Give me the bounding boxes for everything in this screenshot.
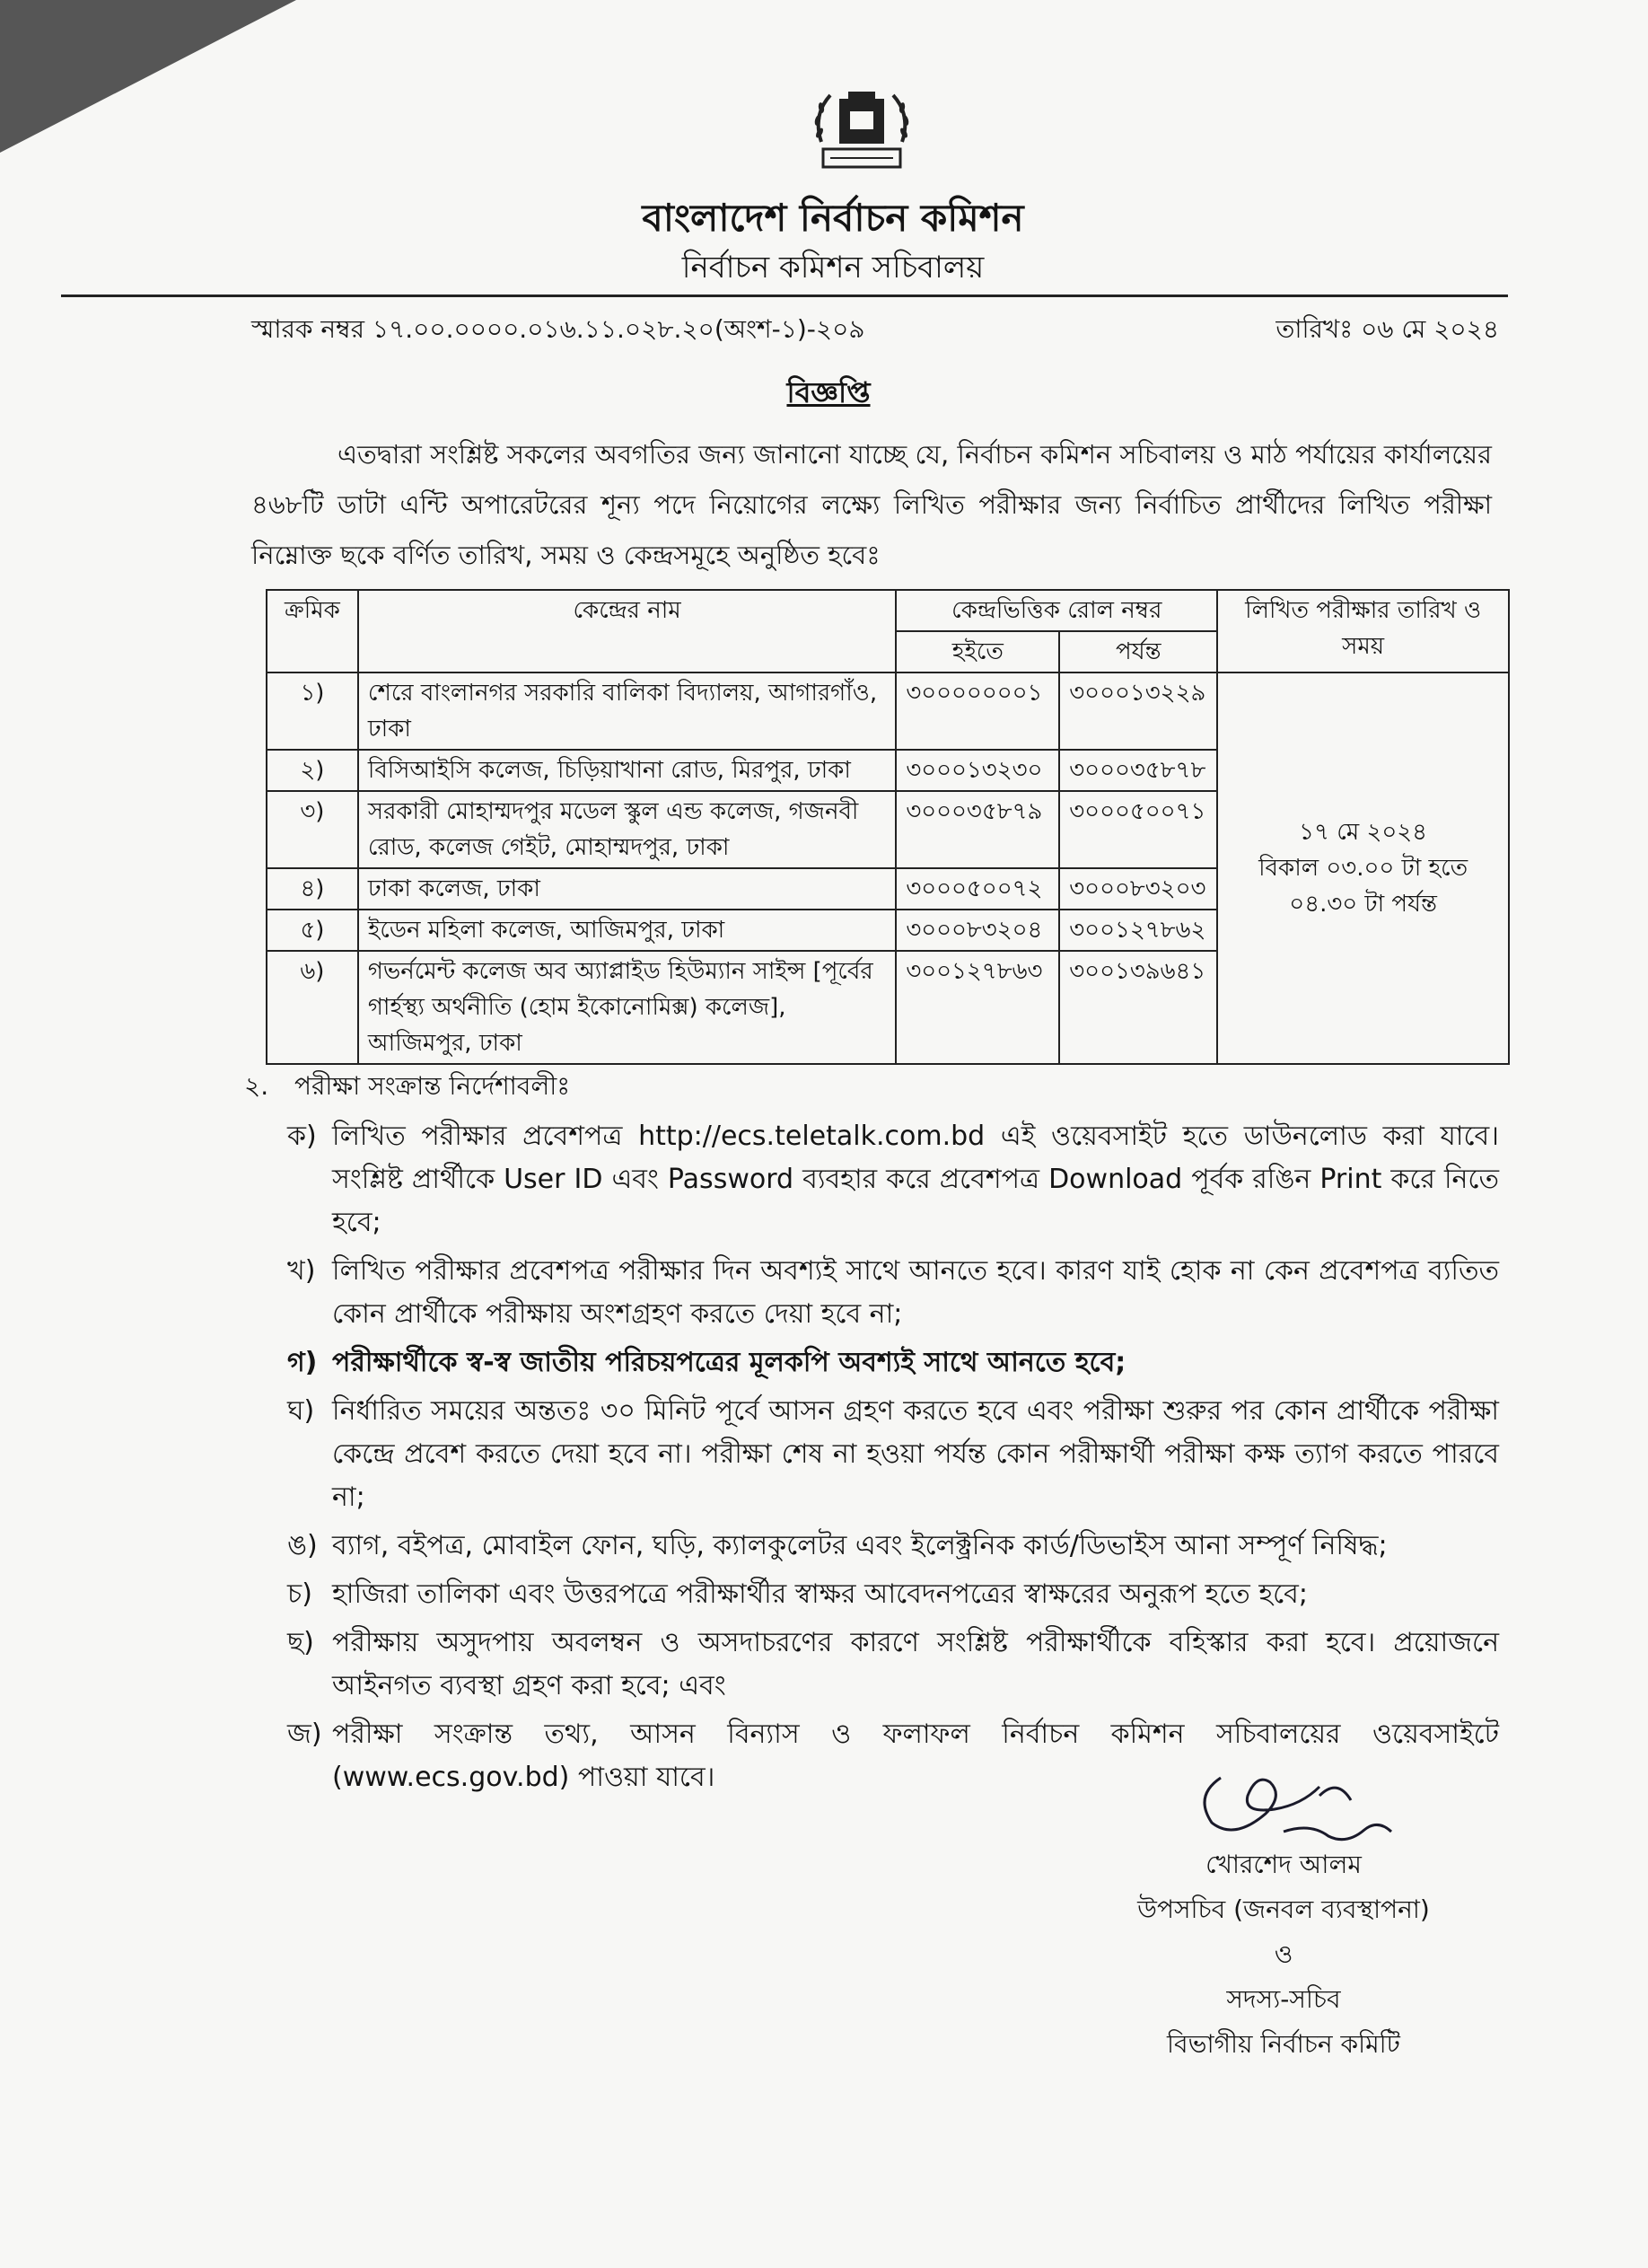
signatory-conjunction: ও (1274, 1939, 1293, 1969)
list-item (287, 1341, 1499, 1385)
item-mark: খ) (287, 1255, 316, 1287)
list-item (287, 1115, 1499, 1244)
header-serial: ক্রমিক (267, 590, 358, 672)
signatory-role: সদস্য-সচিব (1226, 1984, 1341, 2014)
exam-center-table (266, 589, 1510, 1065)
item-text: লিখিত পরীক্ষার প্রবেশপত্র http://ecs.teletalk.com.bd এই ওয়েবসাইট হতে ডাউনলোড করা যাবে। সংশ্লিষ্ট প্রার্থীকে User ID এবং Password ব্যবহার করে প্রবেশপত্র Download পূর্বক রঙিন Print করে নিতে হবে; (332, 1121, 1499, 1238)
signatory-committee: বিভাগীয় নির্বাচন কমিটি (1167, 2029, 1400, 2059)
row-serial: ৪) (267, 868, 358, 910)
signatory-block (1095, 1842, 1472, 2067)
exam-date: ১৭ মে ২০২৪ (1299, 819, 1428, 846)
row-center: সরকারী মোহাম্মদপুর মডেল স্কুল এন্ড কলেজ, গজনবী রোড, কলেজ গেইট, মোহাম্মদপুর, ঢাকা (358, 791, 896, 868)
row-roll-from: ৩০০০৩৫৮৭৯ (896, 791, 1059, 868)
row-roll-to: ৩০০১২৭৮৬২ (1059, 910, 1217, 951)
row-roll-from: ৩০০০১৩২৩০ (896, 750, 1059, 791)
row-serial: ৫) (267, 910, 358, 951)
row-serial: ৩) (267, 791, 358, 868)
item-text: পরীক্ষার্থীকে স্ব-স্ব জাতীয় পরিচয়পত্রের মূলকপি অবশ্যই সাথে আনতে হবে; (332, 1347, 1126, 1378)
section-number: ২. (244, 1071, 269, 1101)
election-commission-emblem (794, 79, 929, 196)
item-text: লিখিত পরীক্ষার প্রবেশপত্র পরীক্ষার দিন অবশ্যই সাথে আনতে হবে। কারণ যাই হোক না কেন প্রবেশপত্র ব্যতিত কোন প্রার্থীকে পরীক্ষায় অংশগ্রহণ করতে দেয়া হবে না; (332, 1255, 1499, 1330)
exam-datetime (1217, 672, 1509, 1064)
row-roll-from: ৩০০০৮৩২০৪ (896, 910, 1059, 951)
notice-title: বিজ্ঞপ্তি (786, 375, 871, 409)
item-text: পরীক্ষা সংক্রান্ত তথ্য, আসন বিন্যাস ও ফলাফল নির্বাচন কমিশন সচিবালয়ের ওয়েবসাইটে (www.ecs.gov.bd) পাওয়া যাবে। (332, 1719, 1499, 1793)
header-roll: কেন্দ্রভিত্তিক রোল নম্বর (896, 590, 1217, 631)
section-title: পরীক্ষা সংক্রান্ত নির্দেশাবলীঃ (294, 1071, 571, 1101)
row-center: ইডেন মহিলা কলেজ, আজিমপুর, ঢাকা (358, 910, 896, 951)
instructions-list (287, 1115, 1499, 1805)
header-datetime: লিখিত পরীক্ষার তারিখ ও সময় (1217, 590, 1509, 672)
org-name: বাংলাদেশ নির্বাচন কমিশন (642, 196, 1024, 240)
exam-time-end: ০৪.৩০ টা পর্যন্ত (1289, 891, 1437, 918)
row-roll-from: ৩০০০৫০০৭২ (896, 868, 1059, 910)
item-mark: ঙ) (287, 1530, 318, 1561)
row-roll-to: ৩০০০১৩২২৯ (1059, 672, 1217, 750)
item-mark: গ) (287, 1347, 318, 1378)
item-mark: ছ) (287, 1627, 314, 1658)
row-serial: ২) (267, 750, 358, 791)
scan-corner-shadow (0, 0, 296, 153)
list-item (287, 1250, 1499, 1336)
list-item (287, 1573, 1499, 1616)
header-center: কেন্দ্রের নাম (358, 590, 896, 672)
row-center: বিসিআইসি কলেজ, চিড়িয়াখানা রোড, মিরপুর, ঢাকা (358, 750, 896, 791)
row-center: ঢাকা কলেজ, ঢাকা (358, 868, 896, 910)
signatory-designation: উপসচিব (জনবল ব্যবস্থাপনা) (1137, 1894, 1430, 1924)
header-roll-to: পর্যন্ত (1059, 631, 1217, 672)
row-roll-to: ৩০০০৩৫৮৭৮ (1059, 750, 1217, 791)
row-serial: ১) (267, 672, 358, 750)
row-roll-to: ৩০০০৮৩২০৩ (1059, 868, 1217, 910)
item-mark: চ) (287, 1578, 312, 1610)
exam-time-start: বিকাল ০৩.০০ টা হতে (1258, 855, 1468, 882)
row-roll-from: ৩০০০০০০০১ (896, 672, 1059, 750)
signatory-name: খোরশেদ আলম (1205, 1850, 1362, 1879)
row-roll-to: ৩০০১৩৯৬৪১ (1059, 951, 1217, 1064)
item-text: ব্যাগ, বইপত্র, মোবাইল ফোন, ঘড়ি, ক্যালকুলেটর এবং ইলেক্ট্রনিক কার্ড/ডিভাইস আনা সম্পূর্ণ নিষিদ্ধ; (332, 1530, 1388, 1561)
list-item (287, 1525, 1499, 1568)
item-text: পরীক্ষায় অসুদপায় অবলম্বন ও অসদাচরণের কারণে সংশ্লিষ্ট পরীক্ষার্থীকে বহিস্কার করা হবে। প্রয়োজনে আইনগত ব্যবস্থা গ্রহণ করা হবে; এবং (332, 1627, 1499, 1701)
item-mark: ঘ) (287, 1395, 315, 1427)
item-mark: জ) (287, 1719, 322, 1750)
row-center: গভর্নমেন্ট কলেজ অব অ্যাপ্লাইড হিউম্যান সাইন্স [পূর্বের গার্হস্থ্য অর্থনীতি (হোম ইকোনোমিক্স) কলেজ], আজিমপুর, ঢাকা (358, 951, 896, 1064)
header-roll-from: হইতে (896, 631, 1059, 672)
row-serial: ৬) (267, 951, 358, 1064)
table-header-row (267, 590, 1509, 631)
header-divider (61, 294, 1508, 297)
list-item (287, 1622, 1499, 1708)
notice-intro: এতদ্বারা সংশ্লিষ্ট সকলের অবগতির জন্য জানানো যাচ্ছে যে, নির্বাচন কমিশন সচিবালয় ও মাঠ পর্যায়ের কার্যালয়ের ৪৬৮টি ডাটা এন্টি অপারেটরের শূন্য পদে নিয়োগের লক্ষ্যে লিখিত পরীক্ষার জন্য নির্বাচিত প্রার্থীদের লিখিত পরীক্ষা নিম্নোক্ত ছকে বর্ণিত তারিখ, সময় ও কেন্দ্রসমূহে অনুষ্ঠিত হবেঃ (251, 439, 1492, 570)
table-row (267, 672, 1509, 750)
item-text: নির্ধারিত সময়ের অন্ততঃ ৩০ মিনিট পূর্বে আসন গ্রহণ করতে হবে এবং পরীক্ষা শুরুর পর কোন প্রার্থীকে পরীক্ষা কেন্দ্রে প্রবেশ করতে দেয়া হবে না। পরীক্ষা শেষ না হওয়া পর্যন্ত কোন পরীক্ষার্থী পরীক্ষা কক্ষ ত্যাগ করতে পারবে না; (332, 1395, 1499, 1513)
secretariat-name: নির্বাচন কমিশন সচিবালয় (681, 250, 985, 286)
instructions-heading (244, 1067, 570, 1109)
row-center: শেরে বাংলানগর সরকারি বালিকা বিদ্যালয়, আগারগাঁও, ঢাকা (358, 672, 896, 750)
notice-date: তারিখঃ ০৬ মে ২০২৪ (1275, 314, 1499, 344)
item-text: হাজিরা তালিকা এবং উত্তরপত্রে পরীক্ষার্থীর স্বাক্ষর আবেদনপত্রের স্বাক্ষরের অনুরূপ হতে হবে; (332, 1578, 1308, 1610)
row-roll-to: ৩০০০৫০০৭১ (1059, 791, 1217, 868)
list-item (287, 1390, 1499, 1519)
row-roll-from: ৩০০১২৭৮৬৩ (896, 951, 1059, 1064)
item-mark: ক) (287, 1121, 317, 1152)
memo-number: স্মারক নম্বর ১৭.০০.০০০০.০১৬.১১.০২৮.২০(অংশ-১)-২০৯ (251, 314, 865, 344)
